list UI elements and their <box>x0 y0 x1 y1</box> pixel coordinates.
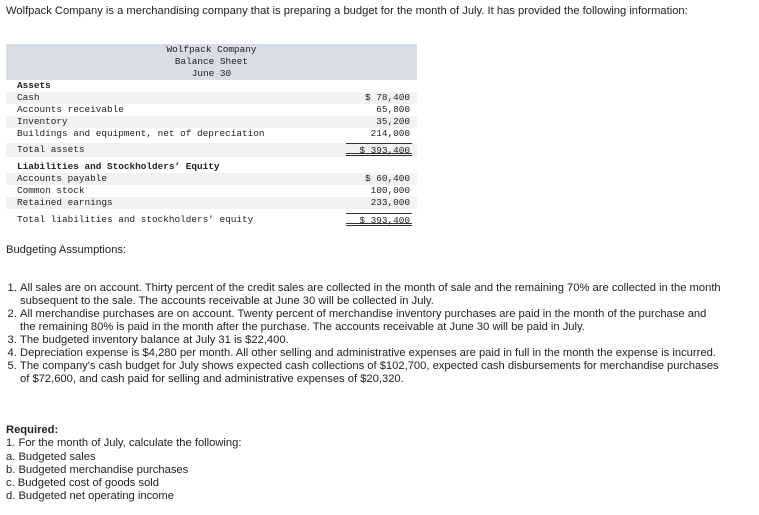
company-name: Wolfpack Company <box>166 44 257 55</box>
statement-date: June 30 <box>191 68 232 79</box>
balance-sheet <box>6 44 417 227</box>
table-row <box>6 128 417 140</box>
row-amount: 65,800 <box>376 104 410 115</box>
list-item: 1. All sales are on account. Thirty percent of the credit sales are collected in the month of sale and the remaining 70% are collected in the month subsequent to the sale. The accounts receivable at June 30 will be collected in July. <box>20 282 721 308</box>
row-label: Common stock <box>17 185 85 196</box>
row-amount: $ 78,400 <box>364 92 410 103</box>
list-item: a. Budgeted sales <box>6 450 96 463</box>
total-liabilities-row <box>6 213 417 227</box>
liabilities-heading: Liabilities and Stockholders’ Equity <box>17 161 220 172</box>
row-amount: 35,200 <box>376 116 410 127</box>
row-label: Accounts payable <box>17 173 108 184</box>
row-label: Total assets <box>17 144 85 155</box>
row-label: Inventory <box>17 116 68 127</box>
list-item: c. Budgeted cost of goods sold <box>6 477 159 490</box>
total-assets-row <box>6 143 417 157</box>
row-amount: $ 60,400 <box>364 173 410 184</box>
assumptions-title: Budgeting Assumptions: <box>6 244 127 256</box>
table-row <box>6 92 417 104</box>
required-title: Required: <box>6 424 59 436</box>
row-label: Retained earnings <box>17 197 113 208</box>
table-row <box>6 104 417 116</box>
row-label: Buildings and equipment, net of depreciation <box>17 128 265 139</box>
table-row <box>6 197 417 209</box>
required-question: 1. For the month of July, calculate the following: <box>6 437 242 450</box>
list-item: 4. Depreciation expense is $4,280 per month. All other selling and administrative expenses are paid in full in the month the expense is incurred. <box>20 347 721 360</box>
table-row <box>6 173 417 185</box>
list-item: 3. The budgeted inventory balance at July 31 is $22,400. <box>20 334 721 347</box>
statement-title: Balance Sheet <box>174 56 249 67</box>
assets-heading: Assets <box>17 80 51 91</box>
row-label: Total liabilities and stockholders’ equity <box>17 214 254 225</box>
assumptions-list <box>6 282 721 386</box>
list-item: b. Budgeted merchandise purchases <box>6 463 189 476</box>
list-item: d. Budgeted net operating income <box>6 490 174 503</box>
row-label: Cash <box>17 92 40 103</box>
required-section <box>6 424 241 504</box>
table-row <box>6 116 417 128</box>
table-row <box>6 185 417 197</box>
row-amount: 233,000 <box>370 197 410 208</box>
row-label: Accounts receivable <box>17 104 124 115</box>
row-amount: $ 393,400 <box>346 143 412 156</box>
intro-text: Wolfpack Company is a merchandising company that is preparing a budget for the month of July. It has provided the following information: <box>6 5 688 17</box>
list-item: 5. The company's cash budget for July shows expected cash collections of $102,700, expected cash disbursements for merchandise purchases of $72,600, and cash paid for selling and administrative expenses of $20,320. <box>20 360 721 386</box>
row-amount: 214,000 <box>370 128 410 139</box>
list-item: 2. All merchandise purchases are on account. Twenty percent of merchandise inventory purchases are paid in the month of the purchase and the remaining 80% is paid in the month after the purchase. The accounts receivable at June 30 will be paid in July. <box>20 308 721 334</box>
row-amount: $ 393,400 <box>346 213 412 226</box>
balance-sheet-header <box>6 44 417 80</box>
row-amount: 100,000 <box>370 185 410 196</box>
